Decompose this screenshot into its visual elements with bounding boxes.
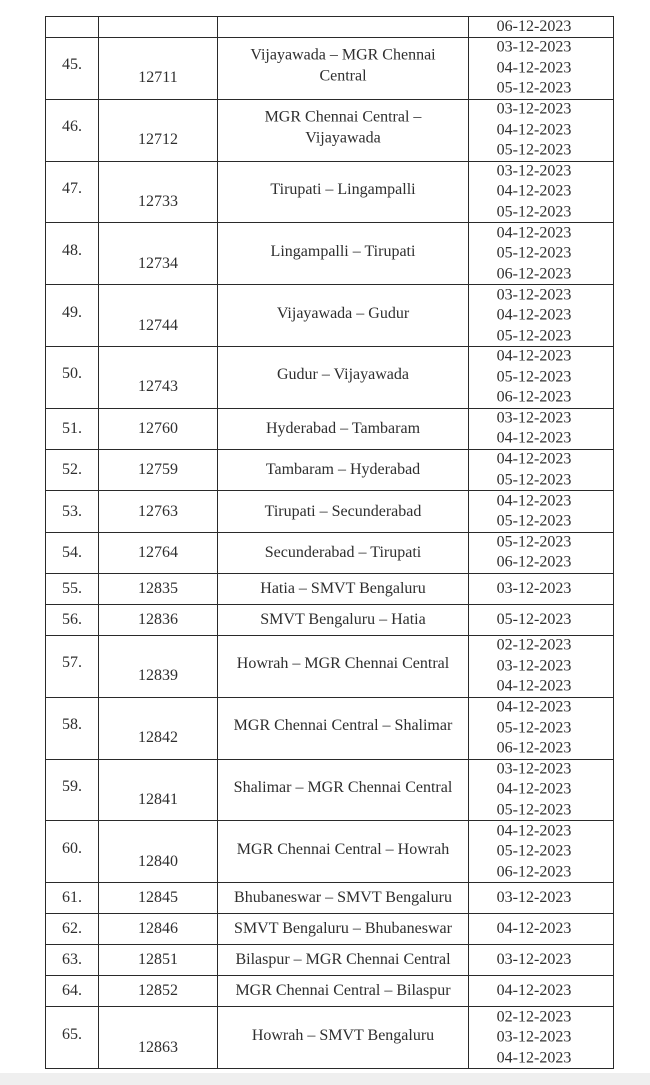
date-entry: 06-12-2023 bbox=[496, 17, 572, 35]
dates-list bbox=[469, 579, 613, 600]
table-row bbox=[45, 913, 614, 944]
serial-number-cell bbox=[45, 976, 98, 1006]
serial-number-cell bbox=[45, 574, 98, 604]
table-row bbox=[45, 408, 614, 449]
table-row bbox=[45, 697, 614, 759]
dates-list bbox=[469, 610, 613, 631]
dates-cell bbox=[468, 285, 614, 346]
train-number: 12760 bbox=[138, 419, 178, 437]
train-number-cell bbox=[98, 636, 217, 697]
route-cell bbox=[217, 760, 468, 821]
dates-list bbox=[469, 950, 613, 971]
train-number-cell bbox=[98, 945, 217, 975]
serial-number-cell bbox=[45, 1007, 98, 1068]
route-name: Hyderabad – Tambaram bbox=[265, 419, 421, 437]
serial-number: 59. bbox=[62, 777, 82, 795]
route-name: Hatia – SMVT Bengaluru bbox=[260, 579, 426, 597]
table-row bbox=[45, 449, 614, 490]
serial-number-cell bbox=[45, 285, 98, 346]
serial-number: 47. bbox=[62, 179, 82, 197]
route-name: Howrah – MGR Chennai Central bbox=[236, 655, 450, 673]
table-row bbox=[45, 532, 614, 573]
table-row bbox=[45, 161, 614, 223]
date-entry: 04-12-2023 bbox=[496, 429, 572, 447]
dates-cell bbox=[468, 100, 614, 161]
date-entry: 05-12-2023 bbox=[496, 471, 572, 489]
dates-list bbox=[469, 450, 613, 491]
serial-number-cell bbox=[45, 945, 98, 975]
serial-number: 62. bbox=[62, 919, 82, 937]
dates-list bbox=[469, 223, 613, 285]
train-number-cell bbox=[98, 285, 217, 346]
route-cell bbox=[217, 17, 468, 37]
date-entry: 02-12-2023 bbox=[496, 636, 572, 654]
train-number: 12863 bbox=[138, 1038, 178, 1056]
train-number-cell bbox=[98, 38, 217, 99]
serial-number-cell bbox=[45, 605, 98, 635]
serial-number-cell bbox=[45, 347, 98, 408]
date-entry: 03-12-2023 bbox=[496, 409, 572, 427]
dates-list bbox=[469, 99, 613, 161]
date-entry: 04-12-2023 bbox=[496, 677, 572, 695]
date-entry: 05-12-2023 bbox=[496, 244, 572, 262]
dates-cell bbox=[468, 605, 614, 635]
train-number-cell bbox=[98, 17, 217, 37]
dates-list bbox=[469, 821, 613, 883]
date-entry: 04-12-2023 bbox=[496, 981, 572, 999]
route-cell bbox=[217, 347, 468, 408]
date-entry: 06-12-2023 bbox=[496, 265, 572, 283]
dates-cell bbox=[468, 883, 614, 913]
dates-list bbox=[469, 981, 613, 1002]
dates-cell bbox=[468, 760, 614, 821]
page-footer-band bbox=[0, 1073, 650, 1085]
train-number-cell bbox=[98, 883, 217, 913]
train-number-cell bbox=[98, 1007, 217, 1068]
date-entry: 03-12-2023 bbox=[496, 38, 572, 56]
date-entry: 02-12-2023 bbox=[496, 1007, 572, 1025]
route-name: MGR Chennai Central – Shalimar bbox=[233, 716, 453, 734]
train-number: 12763 bbox=[138, 502, 178, 520]
date-entry: 03-12-2023 bbox=[496, 760, 572, 778]
serial-number: 64. bbox=[62, 981, 82, 999]
serial-number: 45. bbox=[62, 56, 82, 74]
table-row-continued bbox=[45, 16, 614, 37]
date-entry: 05-12-2023 bbox=[496, 842, 572, 860]
date-entry: 03-12-2023 bbox=[496, 162, 572, 180]
route-cell bbox=[217, 285, 468, 346]
serial-number-cell bbox=[45, 760, 98, 821]
serial-number-cell bbox=[45, 38, 98, 99]
date-entry: 05-12-2023 bbox=[496, 718, 572, 736]
table-row bbox=[45, 635, 614, 697]
serial-number: 61. bbox=[62, 888, 82, 906]
train-number: 12846 bbox=[138, 919, 178, 937]
route-name: Bhubaneswar – SMVT Bengaluru bbox=[234, 888, 452, 906]
date-entry: 04-12-2023 bbox=[496, 698, 572, 716]
table-row bbox=[45, 222, 614, 284]
date-entry: 04-12-2023 bbox=[496, 492, 572, 510]
table-row bbox=[45, 284, 614, 346]
serial-number-cell bbox=[45, 491, 98, 531]
train-number: 12743 bbox=[138, 378, 178, 396]
date-entry: 03-12-2023 bbox=[496, 950, 572, 968]
dates-cell bbox=[468, 914, 614, 944]
route-cell bbox=[217, 945, 468, 975]
table-row bbox=[45, 975, 614, 1006]
serial-number: 53. bbox=[62, 502, 82, 520]
dates-cell bbox=[468, 450, 614, 490]
train-number-cell bbox=[98, 821, 217, 882]
date-entry: 03-12-2023 bbox=[496, 657, 572, 675]
train-number-cell bbox=[98, 223, 217, 284]
route-cell bbox=[217, 1007, 468, 1068]
date-entry: 03-12-2023 bbox=[496, 1028, 572, 1046]
train-number-cell bbox=[98, 162, 217, 223]
route-cell bbox=[217, 976, 468, 1006]
dates-list bbox=[469, 38, 613, 100]
dates-cell bbox=[468, 976, 614, 1006]
serial-number: 65. bbox=[62, 1025, 82, 1043]
table-row bbox=[45, 37, 614, 99]
train-number: 12744 bbox=[138, 316, 178, 334]
train-number-cell bbox=[98, 347, 217, 408]
dates-cell bbox=[468, 821, 614, 882]
train-number-cell bbox=[98, 491, 217, 531]
route-cell bbox=[217, 409, 468, 449]
dates-list bbox=[469, 408, 613, 449]
serial-number-cell bbox=[45, 698, 98, 759]
date-entry: 04-12-2023 bbox=[496, 1048, 572, 1066]
train-number: 12851 bbox=[138, 950, 178, 968]
date-entry: 06-12-2023 bbox=[496, 739, 572, 757]
serial-number-cell bbox=[45, 223, 98, 284]
train-number-cell bbox=[98, 533, 217, 573]
serial-number-cell bbox=[45, 100, 98, 161]
serial-number-cell bbox=[45, 636, 98, 697]
train-number: 12733 bbox=[138, 192, 178, 210]
date-entry: 06-12-2023 bbox=[496, 388, 572, 406]
route-cell bbox=[217, 38, 468, 99]
train-number: 12712 bbox=[138, 130, 178, 148]
route-name: SMVT Bengaluru – Bhubaneswar bbox=[234, 919, 452, 937]
date-entry: 03-12-2023 bbox=[496, 888, 572, 906]
serial-number: 49. bbox=[62, 303, 82, 321]
dates-cell bbox=[468, 636, 614, 697]
table-row bbox=[45, 346, 614, 408]
train-number-cell bbox=[98, 574, 217, 604]
serial-number: 63. bbox=[62, 950, 82, 968]
table-row bbox=[45, 604, 614, 635]
route-name: Vijayawada – Gudur bbox=[276, 304, 410, 322]
route-cell bbox=[217, 162, 468, 223]
serial-number-cell bbox=[45, 533, 98, 573]
train-number: 12841 bbox=[138, 790, 178, 808]
serial-number: 56. bbox=[62, 610, 82, 628]
date-entry: 05-12-2023 bbox=[496, 368, 572, 386]
route-cell bbox=[217, 223, 468, 284]
dates-list bbox=[469, 1007, 613, 1069]
train-number-cell bbox=[98, 409, 217, 449]
dates-cell bbox=[468, 223, 614, 284]
dates-cell bbox=[468, 162, 614, 223]
route-name: Secunderabad – Tirupati bbox=[264, 543, 422, 561]
route-cell bbox=[217, 914, 468, 944]
dates-cell bbox=[468, 1007, 614, 1068]
route-name: Shalimar – MGR Chennai Central bbox=[233, 778, 453, 796]
date-entry: 06-12-2023 bbox=[496, 863, 572, 881]
date-entry: 04-12-2023 bbox=[496, 59, 572, 77]
date-entry: 04-12-2023 bbox=[496, 224, 572, 242]
train-number-cell bbox=[98, 450, 217, 490]
train-number: 12759 bbox=[138, 460, 178, 478]
serial-number-cell bbox=[45, 450, 98, 490]
dates-cell bbox=[468, 698, 614, 759]
date-entry: 05-12-2023 bbox=[496, 512, 572, 530]
serial-number-cell bbox=[45, 162, 98, 223]
date-entry: 04-12-2023 bbox=[496, 182, 572, 200]
train-number: 12845 bbox=[138, 888, 178, 906]
train-number-cell bbox=[98, 976, 217, 1006]
dates-cell bbox=[468, 409, 614, 449]
route-name: MGR Chennai Central – Bilaspur bbox=[235, 981, 451, 999]
date-entry: 05-12-2023 bbox=[496, 203, 572, 221]
dates-cell bbox=[468, 17, 614, 37]
train-number: 12764 bbox=[138, 543, 178, 561]
dates-list bbox=[469, 161, 613, 223]
date-entry: 04-12-2023 bbox=[496, 306, 572, 324]
train-number: 12839 bbox=[138, 667, 178, 685]
dates-list bbox=[469, 347, 613, 409]
serial-number: 50. bbox=[62, 365, 82, 383]
dates-list bbox=[469, 532, 613, 573]
table-row bbox=[45, 1006, 614, 1068]
date-entry: 05-12-2023 bbox=[496, 801, 572, 819]
dates-cell bbox=[468, 491, 614, 531]
date-entry: 04-12-2023 bbox=[496, 347, 572, 365]
route-cell bbox=[217, 821, 468, 882]
dates-list bbox=[469, 759, 613, 821]
serial-number: 48. bbox=[62, 241, 82, 259]
table-row bbox=[45, 944, 614, 975]
table-row bbox=[45, 820, 614, 882]
route-cell bbox=[217, 574, 468, 604]
dates-list bbox=[469, 919, 613, 940]
route-cell bbox=[217, 636, 468, 697]
serial-number: 46. bbox=[62, 117, 82, 135]
serial-number: 51. bbox=[62, 419, 82, 437]
date-entry: 03-12-2023 bbox=[496, 285, 572, 303]
route-name: Tirupati – Secunderabad bbox=[264, 502, 422, 520]
train-number: 12840 bbox=[138, 852, 178, 870]
trains-table bbox=[45, 16, 614, 1068]
train-number-cell bbox=[98, 698, 217, 759]
serial-number-cell bbox=[45, 17, 98, 37]
date-entry: 03-12-2023 bbox=[496, 100, 572, 118]
dates-cell bbox=[468, 574, 614, 604]
route-name: MGR Chennai Central – Howrah bbox=[236, 840, 450, 858]
route-name: Bilaspur – MGR Chennai Central bbox=[235, 950, 451, 968]
dates-list bbox=[469, 491, 613, 532]
table-row bbox=[45, 882, 614, 913]
date-entry: 05-12-2023 bbox=[496, 141, 572, 159]
date-entry: 04-12-2023 bbox=[496, 450, 572, 468]
date-entry: 04-12-2023 bbox=[496, 780, 572, 798]
dates-cell bbox=[468, 38, 614, 99]
serial-number: 60. bbox=[62, 839, 82, 857]
train-number-cell bbox=[98, 100, 217, 161]
route-cell bbox=[217, 605, 468, 635]
date-entry: 03-12-2023 bbox=[496, 579, 572, 597]
train-number: 12711 bbox=[138, 69, 178, 87]
train-number-cell bbox=[98, 605, 217, 635]
train-number: 12836 bbox=[138, 610, 178, 628]
serial-number: 58. bbox=[62, 715, 82, 733]
serial-number-cell bbox=[45, 821, 98, 882]
train-number: 12842 bbox=[138, 728, 178, 746]
route-name: Tambaram – Hyderabad bbox=[265, 460, 421, 478]
route-name: SMVT Bengaluru – Hatia bbox=[260, 610, 426, 628]
route-cell bbox=[217, 883, 468, 913]
date-entry: 04-12-2023 bbox=[496, 822, 572, 840]
date-entry: 04-12-2023 bbox=[496, 120, 572, 138]
dates-list bbox=[469, 636, 613, 698]
route-name: Gudur – Vijayawada bbox=[276, 366, 410, 384]
route-cell bbox=[217, 100, 468, 161]
train-number: 12852 bbox=[138, 981, 178, 999]
dates-cell bbox=[468, 945, 614, 975]
dates-list bbox=[469, 17, 613, 38]
serial-number-cell bbox=[45, 409, 98, 449]
serial-number: 54. bbox=[62, 543, 82, 561]
dates-list bbox=[469, 697, 613, 759]
dates-cell bbox=[468, 347, 614, 408]
serial-number-cell bbox=[45, 914, 98, 944]
route-name: Tirupati – Lingampalli bbox=[270, 180, 416, 198]
table-row bbox=[45, 99, 614, 161]
route-name: MGR Chennai Central – Vijayawada bbox=[264, 108, 422, 147]
train-number-cell bbox=[98, 914, 217, 944]
train-number: 12835 bbox=[138, 579, 178, 597]
train-number-cell bbox=[98, 760, 217, 821]
route-cell bbox=[217, 491, 468, 531]
date-entry: 05-12-2023 bbox=[496, 610, 572, 628]
dates-list bbox=[469, 888, 613, 909]
serial-number: 55. bbox=[62, 579, 82, 597]
table-row bbox=[45, 759, 614, 821]
date-entry: 05-12-2023 bbox=[496, 533, 572, 551]
serial-number: 52. bbox=[62, 460, 82, 478]
route-name: Lingampalli – Tirupati bbox=[270, 242, 416, 260]
date-entry: 05-12-2023 bbox=[496, 326, 572, 344]
date-entry: 05-12-2023 bbox=[496, 79, 572, 97]
table-row bbox=[45, 573, 614, 604]
dates-list bbox=[469, 285, 613, 347]
route-name: Vijayawada – MGR Chennai Central bbox=[250, 46, 436, 85]
dates-cell bbox=[468, 533, 614, 573]
train-number: 12734 bbox=[138, 254, 178, 272]
date-entry: 04-12-2023 bbox=[496, 919, 572, 937]
route-name: Howrah – SMVT Bengaluru bbox=[251, 1026, 435, 1044]
table-row bbox=[45, 490, 614, 531]
route-cell bbox=[217, 450, 468, 490]
date-entry: 06-12-2023 bbox=[496, 553, 572, 571]
route-cell bbox=[217, 698, 468, 759]
table-bottom-border bbox=[45, 1068, 614, 1069]
serial-number: 57. bbox=[62, 654, 82, 672]
route-cell bbox=[217, 533, 468, 573]
serial-number-cell bbox=[45, 883, 98, 913]
